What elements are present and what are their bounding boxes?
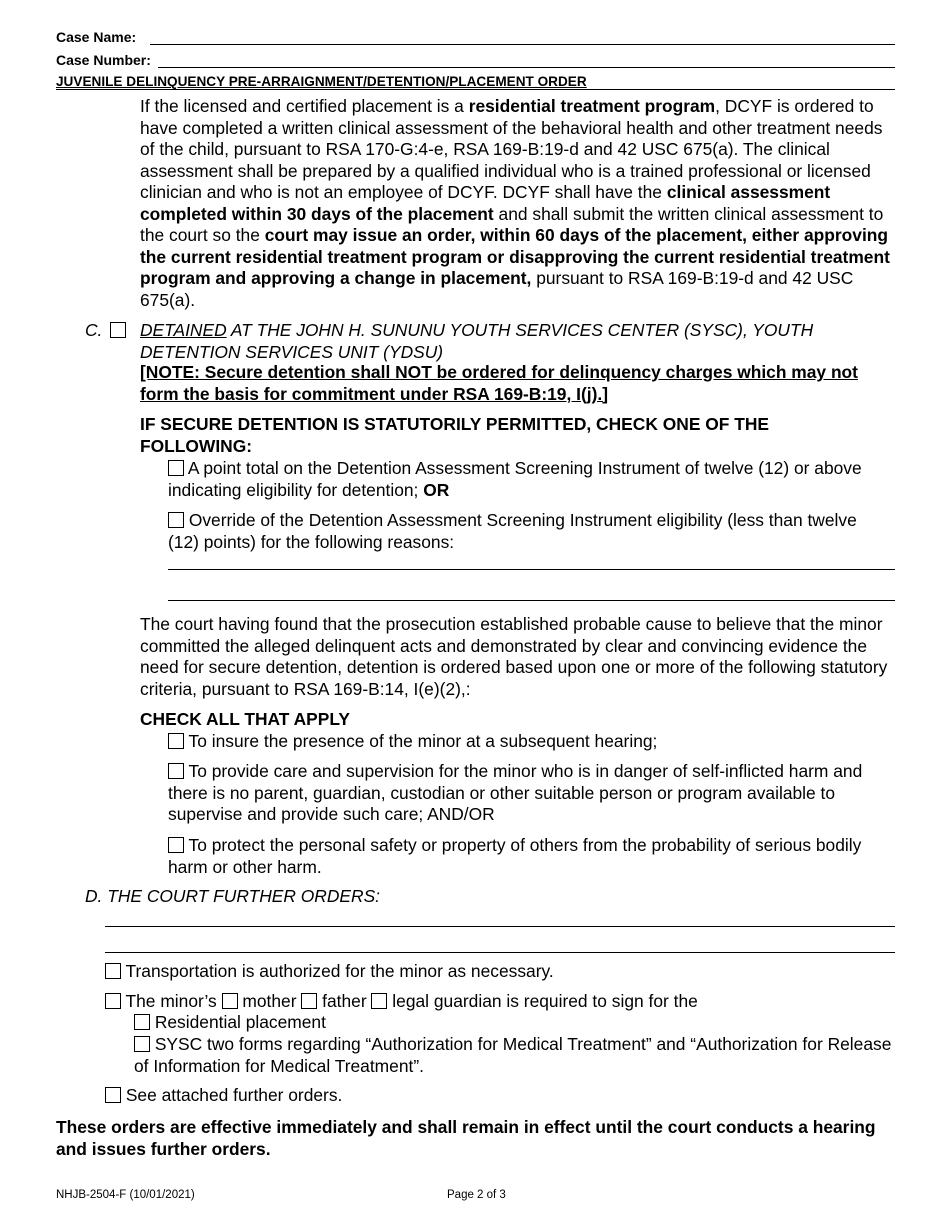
case-name-label: Case Name: — [56, 29, 137, 45]
minor-signature-item: The minor’s mother father legal guardian is required to sign for the — [105, 991, 895, 1013]
mother-checkbox[interactable] — [222, 993, 238, 1009]
criteria-presence-checkbox[interactable] — [168, 733, 184, 749]
further-orders-line-2[interactable] — [105, 952, 895, 953]
section-c-title: DETAINED AT THE JOHN H. SUNUNU YOUTH SERVICES CENTER (SYSC), YOUTH DETENTION SERVICES UNIT (YDSU) — [140, 320, 814, 362]
secure-detention-note: [NOTE: Secure detention shall NOT be ordered for delinquency charges which may not form the basis for commitment under RSA 169-B:19, I(j).] — [140, 362, 858, 404]
criteria-safety: To protect the personal safety or property of others from the probability of serious bodily harm or other harm. — [168, 835, 862, 877]
criteria-presence: To insure the presence of the minor at a subsequent hearing; — [168, 731, 888, 753]
criteria-care-supervision: To provide care and supervision for the minor who is in danger of self-inflicted harm and there is no parent, guardian, custodian or other suitable person or program available to supervise and provide such care; AND/OR — [168, 761, 863, 824]
residential-treatment-paragraph: If the licensed and certified placement is a residential treatment program, DCYF is ordered to have completed a written clinical assessment of the behavioral health and other treatment needs of the child, pursuant to RSA 170-G:4-e, RSA 169-B:19-d and 42 USC 675(a). The clinical assessment shall be prepared by a qualified individual who is a trained professional or licensed clinician and who is not an employee of DCYF. DCYF shall have the clinical assessment completed within 30 days of the placement and shall submit the written clinical assessment to the court so the court may issue an order, within 60 days of the placement, either approving the current residential treatment program or disapproving the current residential treatment program and approving a change in placement, pursuant to RSA 169-B:19-d and 42 USC 675(a). — [140, 96, 890, 310]
see-attached-item: See attached further orders. — [105, 1085, 895, 1107]
case-name-line[interactable] — [150, 44, 895, 45]
father-checkbox[interactable] — [301, 993, 317, 1009]
effective-statement: These orders are effective immediately and shall remain in effect until the court conducts a hearing and issues further orders. — [56, 1117, 876, 1159]
sysc-forms-checkbox[interactable] — [134, 1036, 150, 1052]
section-c-letter: C. — [85, 320, 103, 340]
transport-checkbox[interactable] — [105, 963, 121, 979]
see-attached-checkbox[interactable] — [105, 1087, 121, 1103]
option-override: Override of the Detention Assessment Screening Instrument eligibility (less than twelve (12) points) for the following reasons: — [168, 510, 857, 552]
minors-checkbox[interactable] — [105, 993, 121, 1009]
residential-placement-checkbox[interactable] — [134, 1014, 150, 1030]
override-checkbox[interactable] — [168, 512, 184, 528]
section-d-title: D. THE COURT FURTHER ORDERS: — [85, 886, 381, 906]
case-number-line[interactable] — [158, 67, 895, 68]
residential-placement-item: Residential placement — [134, 1012, 894, 1034]
secure-detention-heading: IF SECURE DETENTION IS STATUTORILY PERMITTED, CHECK ONE OF THE FOLLOWING: — [140, 414, 770, 456]
override-reason-line-1[interactable] — [168, 569, 895, 570]
case-number-label: Case Number: — [56, 52, 151, 68]
transport-item: Transportation is authorized for the minor as necessary. — [105, 961, 895, 983]
form-id: NHJB-2504-F (10/01/2021) — [56, 1189, 195, 1201]
override-reason-line-2[interactable] — [168, 600, 895, 601]
further-orders-line-1[interactable] — [105, 926, 895, 927]
criteria-safety-checkbox[interactable] — [168, 837, 184, 853]
option-point-total: A point total on the Detention Assessment Screening Instrument of twelve (12) or above indicating eligibility for detention; OR — [168, 458, 862, 500]
court-finding-paragraph: The court having found that the prosecution established probable cause to believe that the minor committed the alleged delinquent acts and demonstrated by clear and convincing evidence the need for secure detention, detention is ordered based upon one or more of the following statutory criteria, pursuant to RSA 169-B:14, I(e)(2),: — [140, 614, 888, 699]
guardian-checkbox[interactable] — [371, 993, 387, 1009]
sysc-forms-item: SYSC two forms regarding “Authorization for Medical Treatment” and “Authorization for Release of Information for Medical Treatment”. — [134, 1034, 892, 1076]
page-number: Page 2 of 3 — [447, 1189, 506, 1201]
form-title: JUVENILE DELINQUENCY PRE-ARRAIGNMENT/DETENTION/PLACEMENT ORDER — [56, 74, 587, 89]
detained-checkbox[interactable] — [110, 322, 126, 338]
header-double-rule — [56, 89, 895, 90]
point-total-checkbox[interactable] — [168, 460, 184, 476]
check-all-heading: CHECK ALL THAT APPLY — [140, 709, 350, 729]
criteria-care-checkbox[interactable] — [168, 763, 184, 779]
